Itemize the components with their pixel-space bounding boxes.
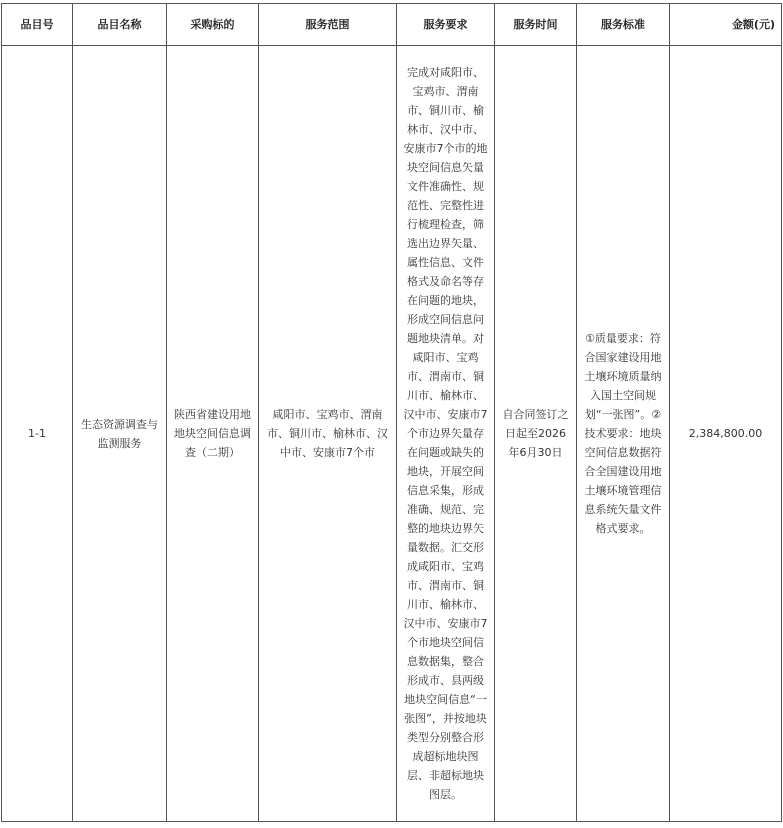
header-service-standard: 服务标准: [577, 4, 670, 46]
procurement-table: [1, 3, 782, 822]
header-item-name: 品目名称: [73, 4, 167, 46]
header-amount: 金额(元): [670, 4, 782, 46]
cell-service-time: 自合同签订之日起至2026年6月30日: [495, 46, 577, 822]
table-row: [2, 46, 782, 822]
cell-service-standard: ①质量要求：符合国家建设用地土壤环境质量纳入国土空间规划“一张图”。②技术要求：地块空间信息数据符合全国建设用地土壤环境管理信息系统矢量文件格式要求。: [577, 46, 670, 822]
header-procurement-target: 采购标的: [167, 4, 259, 46]
header-service-requirement: 服务要求: [397, 4, 495, 46]
cell-amount: 2,384,800.00: [670, 46, 782, 822]
cell-procurement-target: 陕西省建设用地地块空间信息调查（二期）: [167, 46, 259, 822]
cell-item-name: 生态资源调查与监测服务: [73, 46, 167, 822]
header-service-time: 服务时间: [495, 4, 577, 46]
header-service-scope: 服务范围: [259, 4, 397, 46]
table-header-row: [2, 4, 782, 46]
cell-service-requirement: 完成对咸阳市、宝鸡市、渭南市、铜川市、榆林市、汉中市、安康市7个市的地块空间信息矢量文件准确性、规范性、完整性进行梳理检查，筛选出边界矢量、属性信息、文件格式及命名等存在问题的地块，形成空间信息问题地块清单。对咸阳市、宝鸡市、渭南市、铜川市、榆林市、汉中市、安康市7个市边界矢量存在问题或缺失的地块，开展空间信息采集，形成准确、规范、完整的地块边界矢量数据。汇交形成咸阳市、宝鸡市、渭南市、铜川市、榆林市、汉中市、安康市7个市地块空间信息数据集，整合形成市、县两级地块空间信息“一张图”，并按地块类型分别整合形成超标地块图层、非超标地块图层。: [397, 46, 495, 822]
header-item-no: 品目号: [2, 4, 73, 46]
cell-service-scope: 咸阳市、宝鸡市、渭南市、铜川市、榆林市、汉中市、安康市7个市: [259, 46, 397, 822]
cell-item-no: 1-1: [2, 46, 73, 822]
